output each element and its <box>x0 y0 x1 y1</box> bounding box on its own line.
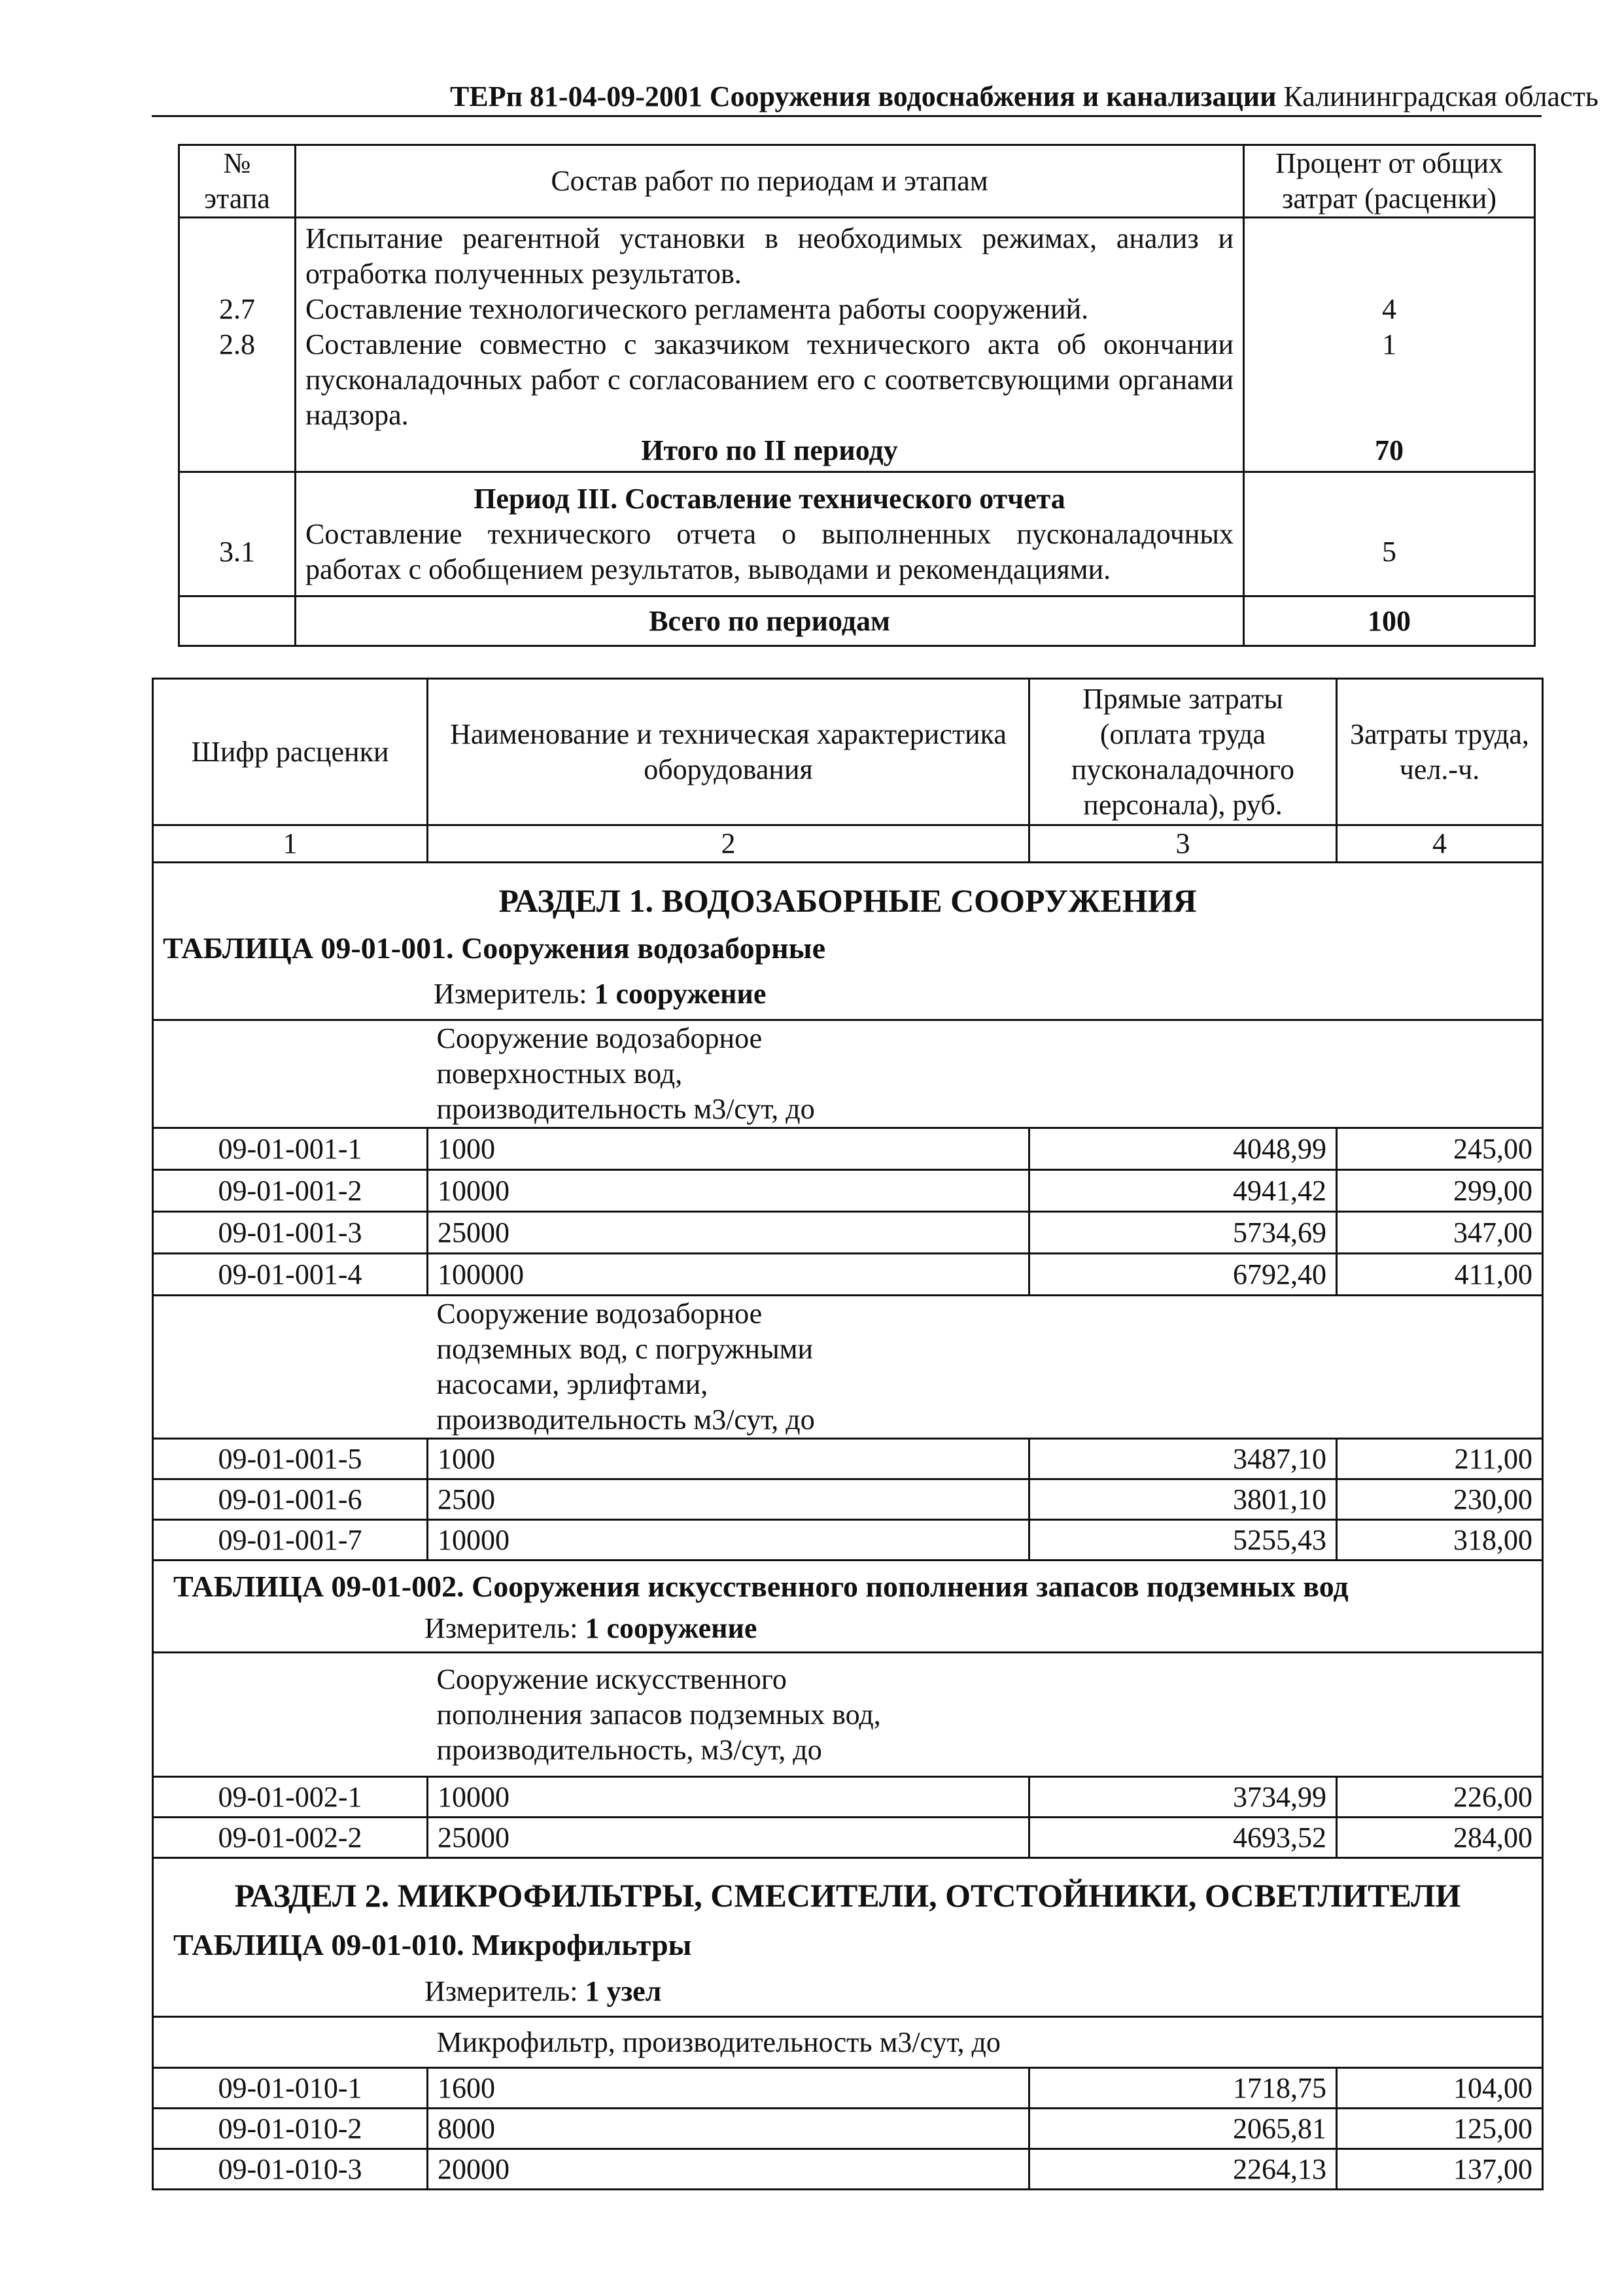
stage-percent: 5 <box>1244 472 1535 596</box>
rate-code: 09-01-002-1 <box>153 1777 428 1818</box>
group-description-row <box>153 1653 1543 1777</box>
grand-total-row <box>179 596 1535 646</box>
grand-total-value: 100 <box>1244 596 1535 646</box>
table-row <box>153 2068 1543 2109</box>
rate-capacity: 20000 <box>428 2149 1029 2190</box>
rate-capacity: 25000 <box>428 1212 1029 1254</box>
rate-labor: 211,00 <box>1337 1439 1543 1479</box>
rate-capacity: 25000 <box>428 1818 1029 1858</box>
stage-numbers-cell <box>179 218 296 472</box>
header-rule <box>152 115 1542 117</box>
column-numbers-row <box>153 825 1543 863</box>
column-number: 2 <box>428 825 1029 863</box>
rate-capacity: 10000 <box>428 1520 1029 1561</box>
group-description-row <box>153 1020 1543 1128</box>
composition-header: Состав работ по периодам и этапам <box>296 145 1244 218</box>
rate-direct-cost: 4693,52 <box>1029 1818 1337 1858</box>
stages-table <box>178 144 1536 647</box>
rate-capacity: 1000 <box>428 1128 1029 1170</box>
rate-labor: 411,00 <box>1337 1254 1543 1296</box>
rate-direct-cost: 4941,42 <box>1029 1170 1337 1212</box>
table-title: ТАБЛИЦА 09-01-010. Микрофильтры <box>173 1928 692 1961</box>
percent-header: Процент от общих затрат (расценки) <box>1244 145 1535 218</box>
section-title: РАЗДЕЛ 1. ВОДОЗАБОРНЫЕ СООРУЖЕНИЯ <box>498 882 1197 919</box>
stage-percents-cell <box>1244 218 1535 472</box>
measurement-unit: Измеритель: 1 сооружение <box>434 978 767 1010</box>
period3-cell <box>296 472 1244 596</box>
group-description-row <box>153 1296 1543 1439</box>
table-title: ТАБЛИЦА 09-01-001. Сооружения водозаборные <box>163 931 825 965</box>
rate-code: 09-01-010-3 <box>153 2149 428 2190</box>
stage-percent: 1 <box>1382 328 1396 360</box>
measurement-unit: Измеритель: 1 узел <box>424 1975 662 2007</box>
rate-code: 09-01-010-1 <box>153 2068 428 2109</box>
rate-labor: 104,00 <box>1337 2068 1543 2109</box>
stage-number: 2.8 <box>219 328 255 360</box>
page-header <box>450 77 1598 116</box>
code-header: Шифр расценки <box>153 679 428 825</box>
table-row <box>153 1439 1543 1479</box>
period2-total-value: 70 <box>1375 434 1404 466</box>
rate-capacity: 1600 <box>428 2068 1029 2109</box>
table-row <box>153 1479 1543 1520</box>
table-row <box>153 1254 1543 1296</box>
group-description: Сооружение водозаборное поверхностных вод, производительность м3/сут, до <box>428 1020 1543 1128</box>
rate-direct-cost: 5734,69 <box>1029 1212 1337 1254</box>
rate-labor: 125,00 <box>1337 2109 1543 2149</box>
column-number: 4 <box>1337 825 1543 863</box>
rate-capacity: 100000 <box>428 1254 1029 1296</box>
column-number: 1 <box>153 825 428 863</box>
rate-labor: 318,00 <box>1337 1520 1543 1561</box>
labor-header: Затраты труда, чел.-ч. <box>1337 679 1543 825</box>
section-heading-row <box>153 863 1543 1020</box>
region-name: Калининградская область <box>1283 80 1598 112</box>
period2-total-label: Итого по II периоду <box>641 434 898 466</box>
rate-code: 09-01-001-6 <box>153 1479 428 1520</box>
table-row <box>153 1520 1543 1561</box>
section-title: РАЗДЕЛ 2. МИКРОФИЛЬТРЫ, СМЕСИТЕЛИ, ОТСТОЙНИКИ, ОСВЕТЛИТЕЛИ <box>234 1877 1461 1914</box>
rate-direct-cost: 4048,99 <box>1029 1128 1337 1170</box>
period3-row <box>179 472 1535 596</box>
stage-text: Составление технологического регламента работы сооружений. <box>305 293 1089 325</box>
rate-labor: 284,00 <box>1337 1818 1543 1858</box>
rate-code: 09-01-010-2 <box>153 2109 428 2149</box>
rates-table <box>152 678 1544 2190</box>
table-title: ТАБЛИЦА 09-01-002. Сооружения искусственного пополнения запасов подземных вод <box>173 1570 1349 1603</box>
rate-capacity: 10000 <box>428 1777 1029 1818</box>
rate-code: 09-01-001-3 <box>153 1212 428 1254</box>
section-heading-cell <box>153 1858 1543 2017</box>
rate-direct-cost: 3734,99 <box>1029 1777 1337 1818</box>
rate-capacity: 1000 <box>428 1439 1029 1479</box>
section-heading-cell <box>153 863 1543 1020</box>
stage-number: 3.1 <box>179 472 296 596</box>
rate-direct-cost: 3801,10 <box>1029 1479 1337 1520</box>
table-row <box>153 2109 1543 2149</box>
rate-capacity: 10000 <box>428 1170 1029 1212</box>
rate-direct-cost: 2065,81 <box>1029 2109 1337 2149</box>
table-row <box>153 1212 1543 1254</box>
rate-code: 09-01-001-5 <box>153 1439 428 1479</box>
column-number: 3 <box>1029 825 1337 863</box>
rate-direct-cost: 1718,75 <box>1029 2068 1337 2109</box>
rate-code: 09-01-001-7 <box>153 1520 428 1561</box>
rate-labor: 245,00 <box>1337 1128 1543 1170</box>
stage-percent: 4 <box>1382 293 1396 325</box>
table-row <box>153 1818 1543 1858</box>
rate-labor: 299,00 <box>1337 1170 1543 1212</box>
group-description: Сооружение искусственного пополнения запасов подземных вод, производительность, м3/сут, до <box>428 1653 1543 1777</box>
stage-text: Составление технического отчета о выполненных пусконаладочных работах с обобщением результатов, выводами и рекомендациями. <box>305 517 1234 585</box>
rate-direct-cost: 6792,40 <box>1029 1254 1337 1296</box>
rate-labor: 226,00 <box>1337 1777 1543 1818</box>
table-row <box>153 1170 1543 1212</box>
stage-number: 2.7 <box>219 293 255 325</box>
document-code-title: ТЕРп 81-04-09-2001 Сооружения водоснабжения и канализации <box>450 80 1277 112</box>
rate-code: 09-01-001-4 <box>153 1254 428 1296</box>
table-row <box>153 1128 1543 1170</box>
rate-labor: 137,00 <box>1337 2149 1543 2190</box>
stages-text-cell <box>296 218 1244 472</box>
rate-code: 09-01-001-2 <box>153 1170 428 1212</box>
stage-text: Составление совместно с заказчиком технического акта об окончании пусконаладочных работ с согласованием его с соответсвующими органами надзора. <box>305 328 1234 431</box>
rate-code: 09-01-002-2 <box>153 1818 428 1858</box>
rate-code: 09-01-001-1 <box>153 1128 428 1170</box>
grand-total-label: Всего по периодам <box>296 596 1244 646</box>
group-description: Микрофильтр, производительность м3/сут, до <box>428 2017 1543 2068</box>
rate-capacity: 8000 <box>428 2109 1029 2149</box>
rates-header-row <box>153 679 1543 825</box>
stage-number-header: № этапа <box>179 145 296 218</box>
stages-body-row <box>179 218 1535 472</box>
group-description: Сооружение водозаборное подземных вод, с погружными насосами, эрлифтами, производительность м3/сут, до <box>428 1296 1543 1439</box>
direct-cost-header: Прямые затраты (оплата труда пусконаладочного персонала), руб. <box>1029 679 1337 825</box>
rate-labor: 230,00 <box>1337 1479 1543 1520</box>
name-header: Наименование и техническая характеристика оборудования <box>428 679 1029 825</box>
stages-header-row <box>179 145 1535 218</box>
measurement-unit: Измеритель: 1 сооружение <box>424 1612 757 1644</box>
rate-labor: 347,00 <box>1337 1212 1543 1254</box>
table-row <box>153 2149 1543 2190</box>
section-heading-row <box>153 1858 1543 2017</box>
stage-text: Испытание реагентной установки в необходимых режимах, анализ и отработка полученных результатов. <box>305 222 1234 290</box>
table-row <box>153 1777 1543 1818</box>
period3-title: Период III. Составление технического отчета <box>474 482 1065 515</box>
rate-capacity: 2500 <box>428 1479 1029 1520</box>
table-heading-row <box>153 1561 1543 1653</box>
table-heading-cell <box>153 1561 1543 1653</box>
group-description-row <box>153 2017 1543 2068</box>
rate-direct-cost: 5255,43 <box>1029 1520 1337 1561</box>
rate-direct-cost: 2264,13 <box>1029 2149 1337 2190</box>
rate-direct-cost: 3487,10 <box>1029 1439 1337 1479</box>
